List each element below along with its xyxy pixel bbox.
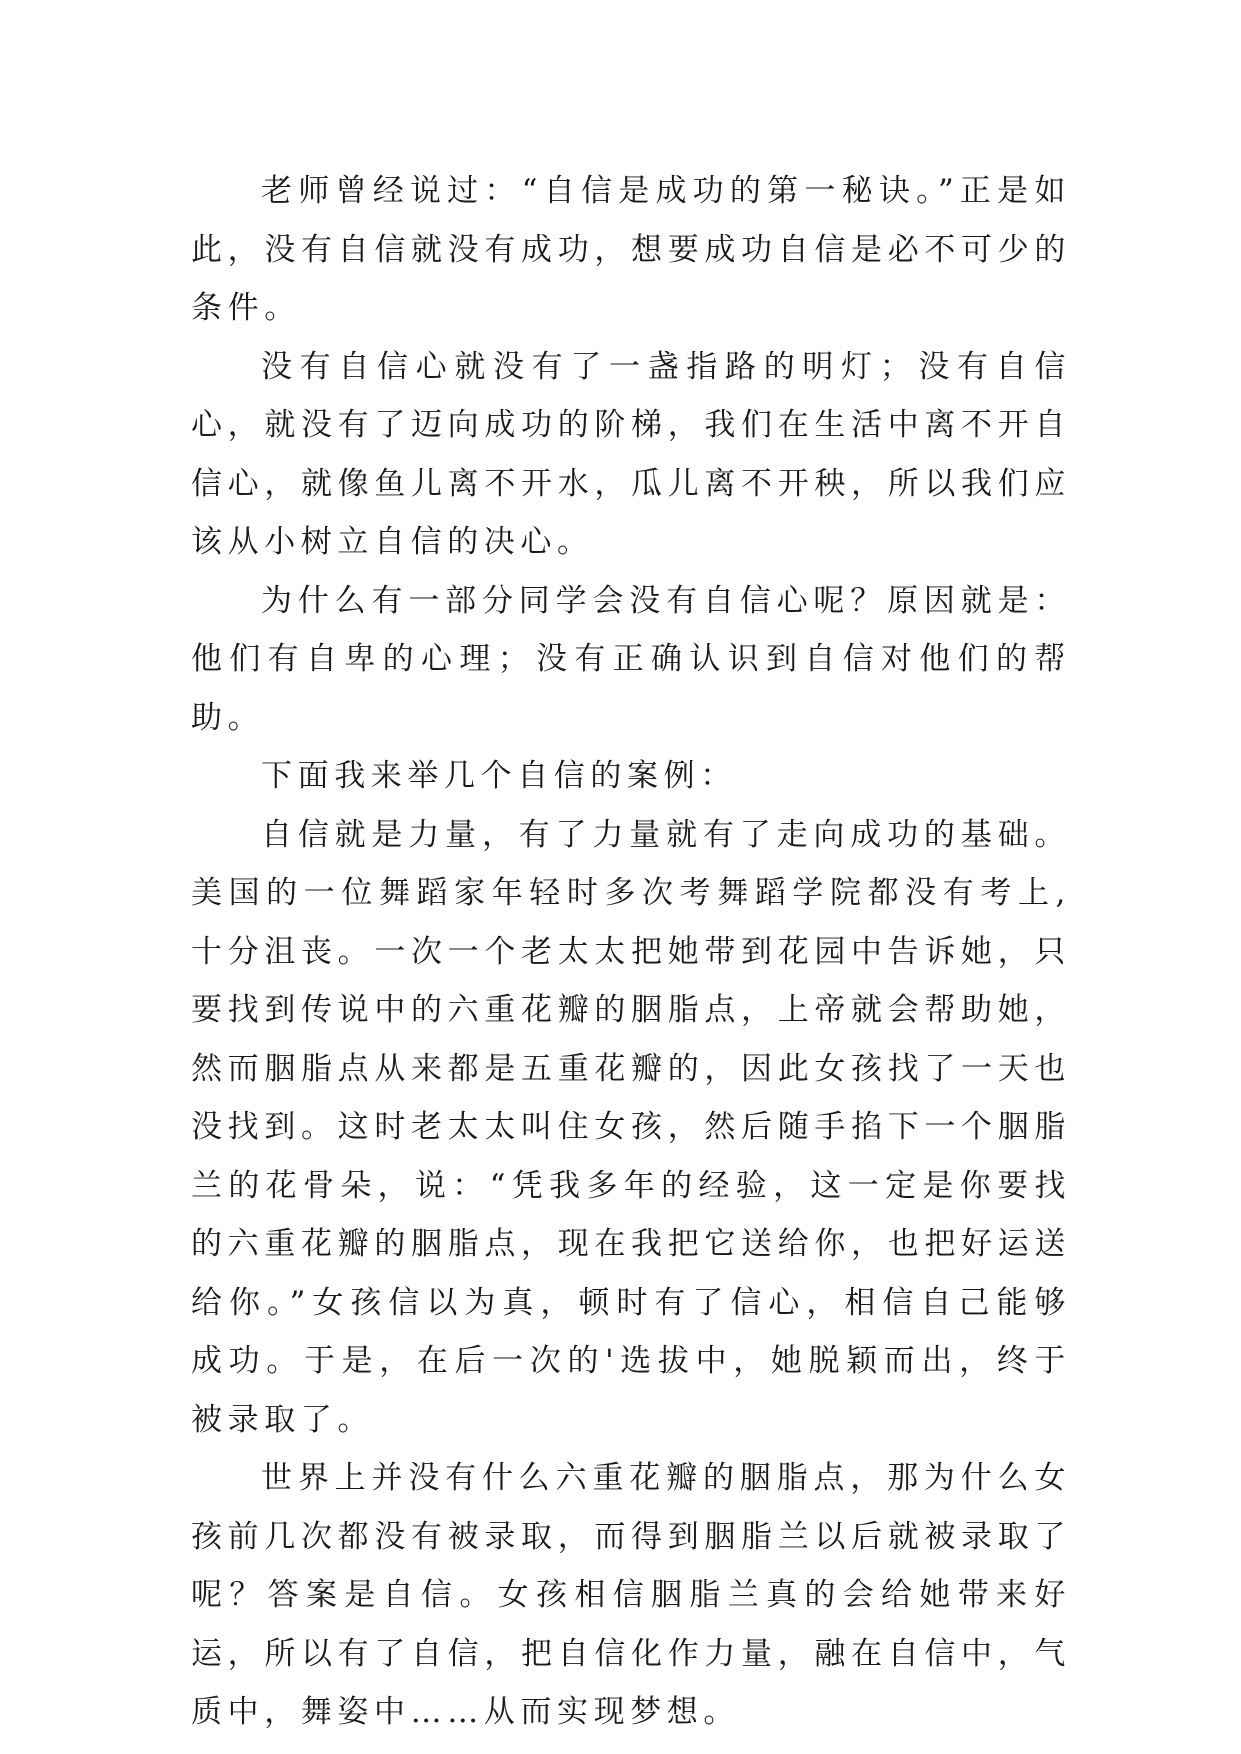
paragraph: 下面我来举几个自信的案例： <box>261 758 737 794</box>
document-body <box>191 162 1071 1742</box>
paragraph: 自信就是力量，有了力量就有了走向成功的基础。美国的一位舞蹈家年轻时多次考舞蹈学院都没有考上,十分沮丧。一次一个老太太把她带到花园中告诉她，只要找到传说中的六重花瓣的胭脂点，上帝就会帮助她，然而胭脂点从来都是五重花瓣的，因此女孩找了一天也没找到。这时老太太叫住女孩，然后随手掐下一个胭脂兰的花骨朵，说：“凭我多年的经验，这一定是你要找的六重花瓣的胭脂点，现在我把它送给你，也把好运送给你。”女孩信以为真，顿时有了信心，相信自己能够成功。于是，在后一次的'选拔中，她脱颖而出，终于被录取了。 <box>191 816 1071 1438</box>
paragraph: 世界上并没有什么六重花瓣的胭脂点，那为什么女孩前几次都没有被录取，而得到胭脂兰以后就被录取了呢？答案是自信。女孩相信胭脂兰真的会给她带来好运，所以有了自信，把自信化作力量，融在自信中，气质中，舞姿中……从而实现梦想。 <box>191 1460 1071 1730</box>
paragraph: 老师曾经说过：“自信是成功的第一秘诀。”正是如此，没有自信就没有成功，想要成功自信是必不可少的条件。 <box>191 173 1071 326</box>
paragraph: 没有自信心就没有了一盏指路的明灯；没有自信心，就没有了迈向成功的阶梯，我们在生活中离不开自信心，就像鱼儿离不开水，瓜儿离不开秧，所以我们应该从小树立自信的决心。 <box>191 348 1071 560</box>
paragraph: 为什么有一部分同学会没有自信心呢？原因就是：他们有自卑的心理；没有正确认识到自信对他们的帮助。 <box>191 582 1071 736</box>
